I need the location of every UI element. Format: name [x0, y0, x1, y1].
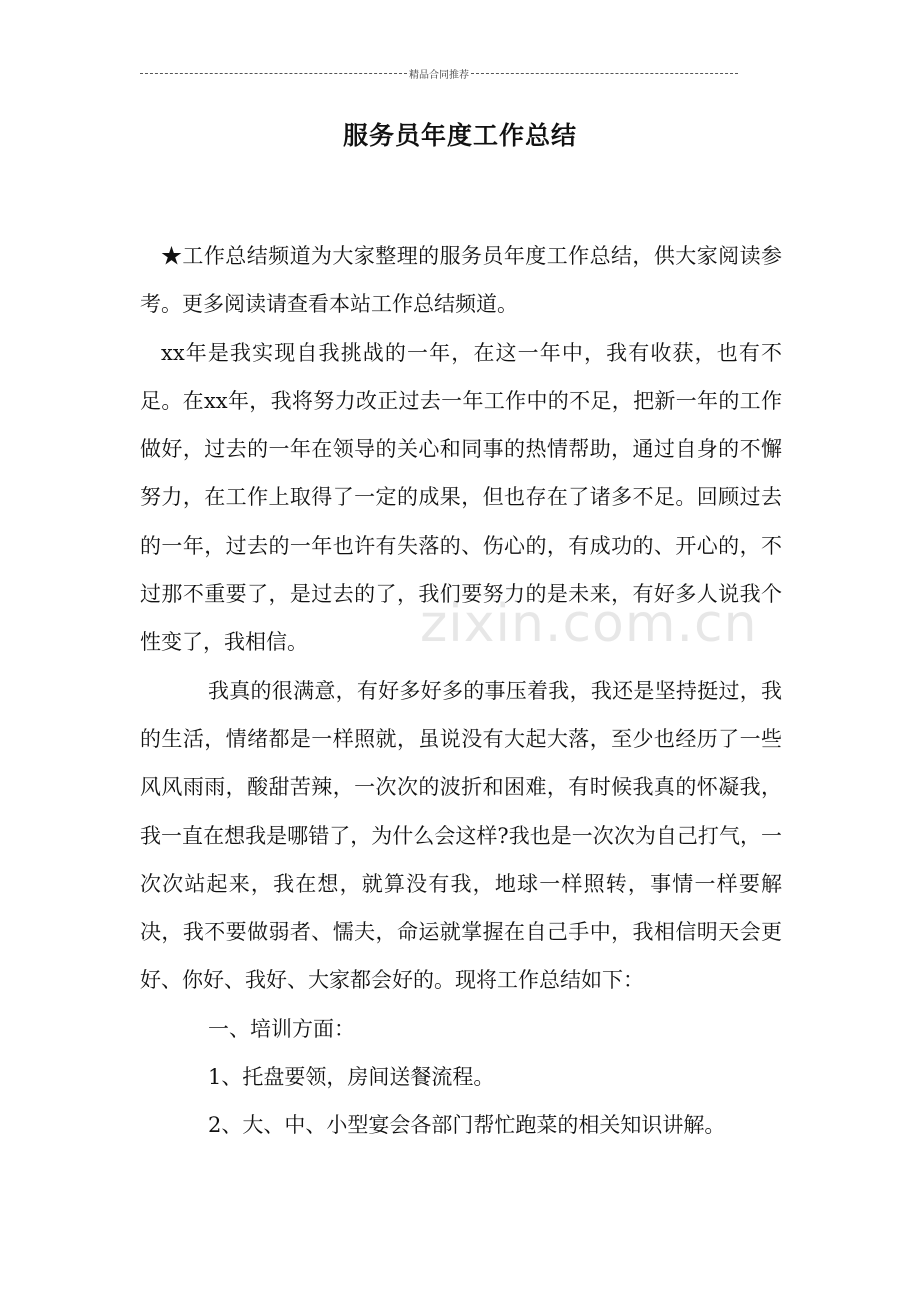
header-rule	[140, 66, 738, 80]
header-dash-right	[471, 73, 738, 74]
header-recommend-label: 精品合同推荐	[409, 69, 469, 81]
watermark-text: zixin.com.cn	[420, 594, 758, 654]
document-body	[140, 232, 782, 1150]
list-item-2: 2、大、中、小型宴会各部门帮忙跑菜的相关知识讲解。	[208, 1113, 726, 1138]
header-dash-left	[140, 73, 407, 74]
document-title: 服务员年度工作总结	[342, 121, 577, 150]
section-heading-training: 一、培训方面：	[208, 1016, 355, 1041]
paragraph-2: 我真的很满意，有好多好多的事压着我，我还是坚持挺过，我的生活，情绪都是一样照就，虽说没有大起大落，至少也经历了一些风风雨雨，酸甜苦辣，一次次的波折和困难，有时候我真的怀凝我，我一直在想我是哪错了，为什么会这样?我也是一次次为自己打气，一次次站起来，我在想，就算没有我，地球一样照转，事情一样要解决，我不要做弱者、懦夫，命运就掌握在自己手中，我相信明天会更好、你好、我好、大家都会好的。现将工作总结如下：	[140, 678, 782, 993]
paragraph-1: xx年是我实现自我挑战的一年，在这一年中，我有收获，也有不足。在xx年，我将努力改正过去一年工作中的不足，把新一年的工作做好，过去的一年在领导的关心和同事的热情帮助，通过自身的不懈努力，在工作上取得了一定的成果，但也存在了诸多不足。回顾过去的一年，过去的一年也许有失落的、伤心的，有成功的、开心的，不过那不重要了，是过去的了，我们要努力的是未来，有好多人说我个性变了，我相信。	[140, 340, 782, 655]
list-item-1: 1、托盘要领，房间送餐流程。	[208, 1065, 495, 1090]
intro-paragraph: ★工作总结频道为大家整理的服务员年度工作总结，供大家阅读参考。更多阅读请查看本站工作总结频道。	[140, 244, 782, 317]
